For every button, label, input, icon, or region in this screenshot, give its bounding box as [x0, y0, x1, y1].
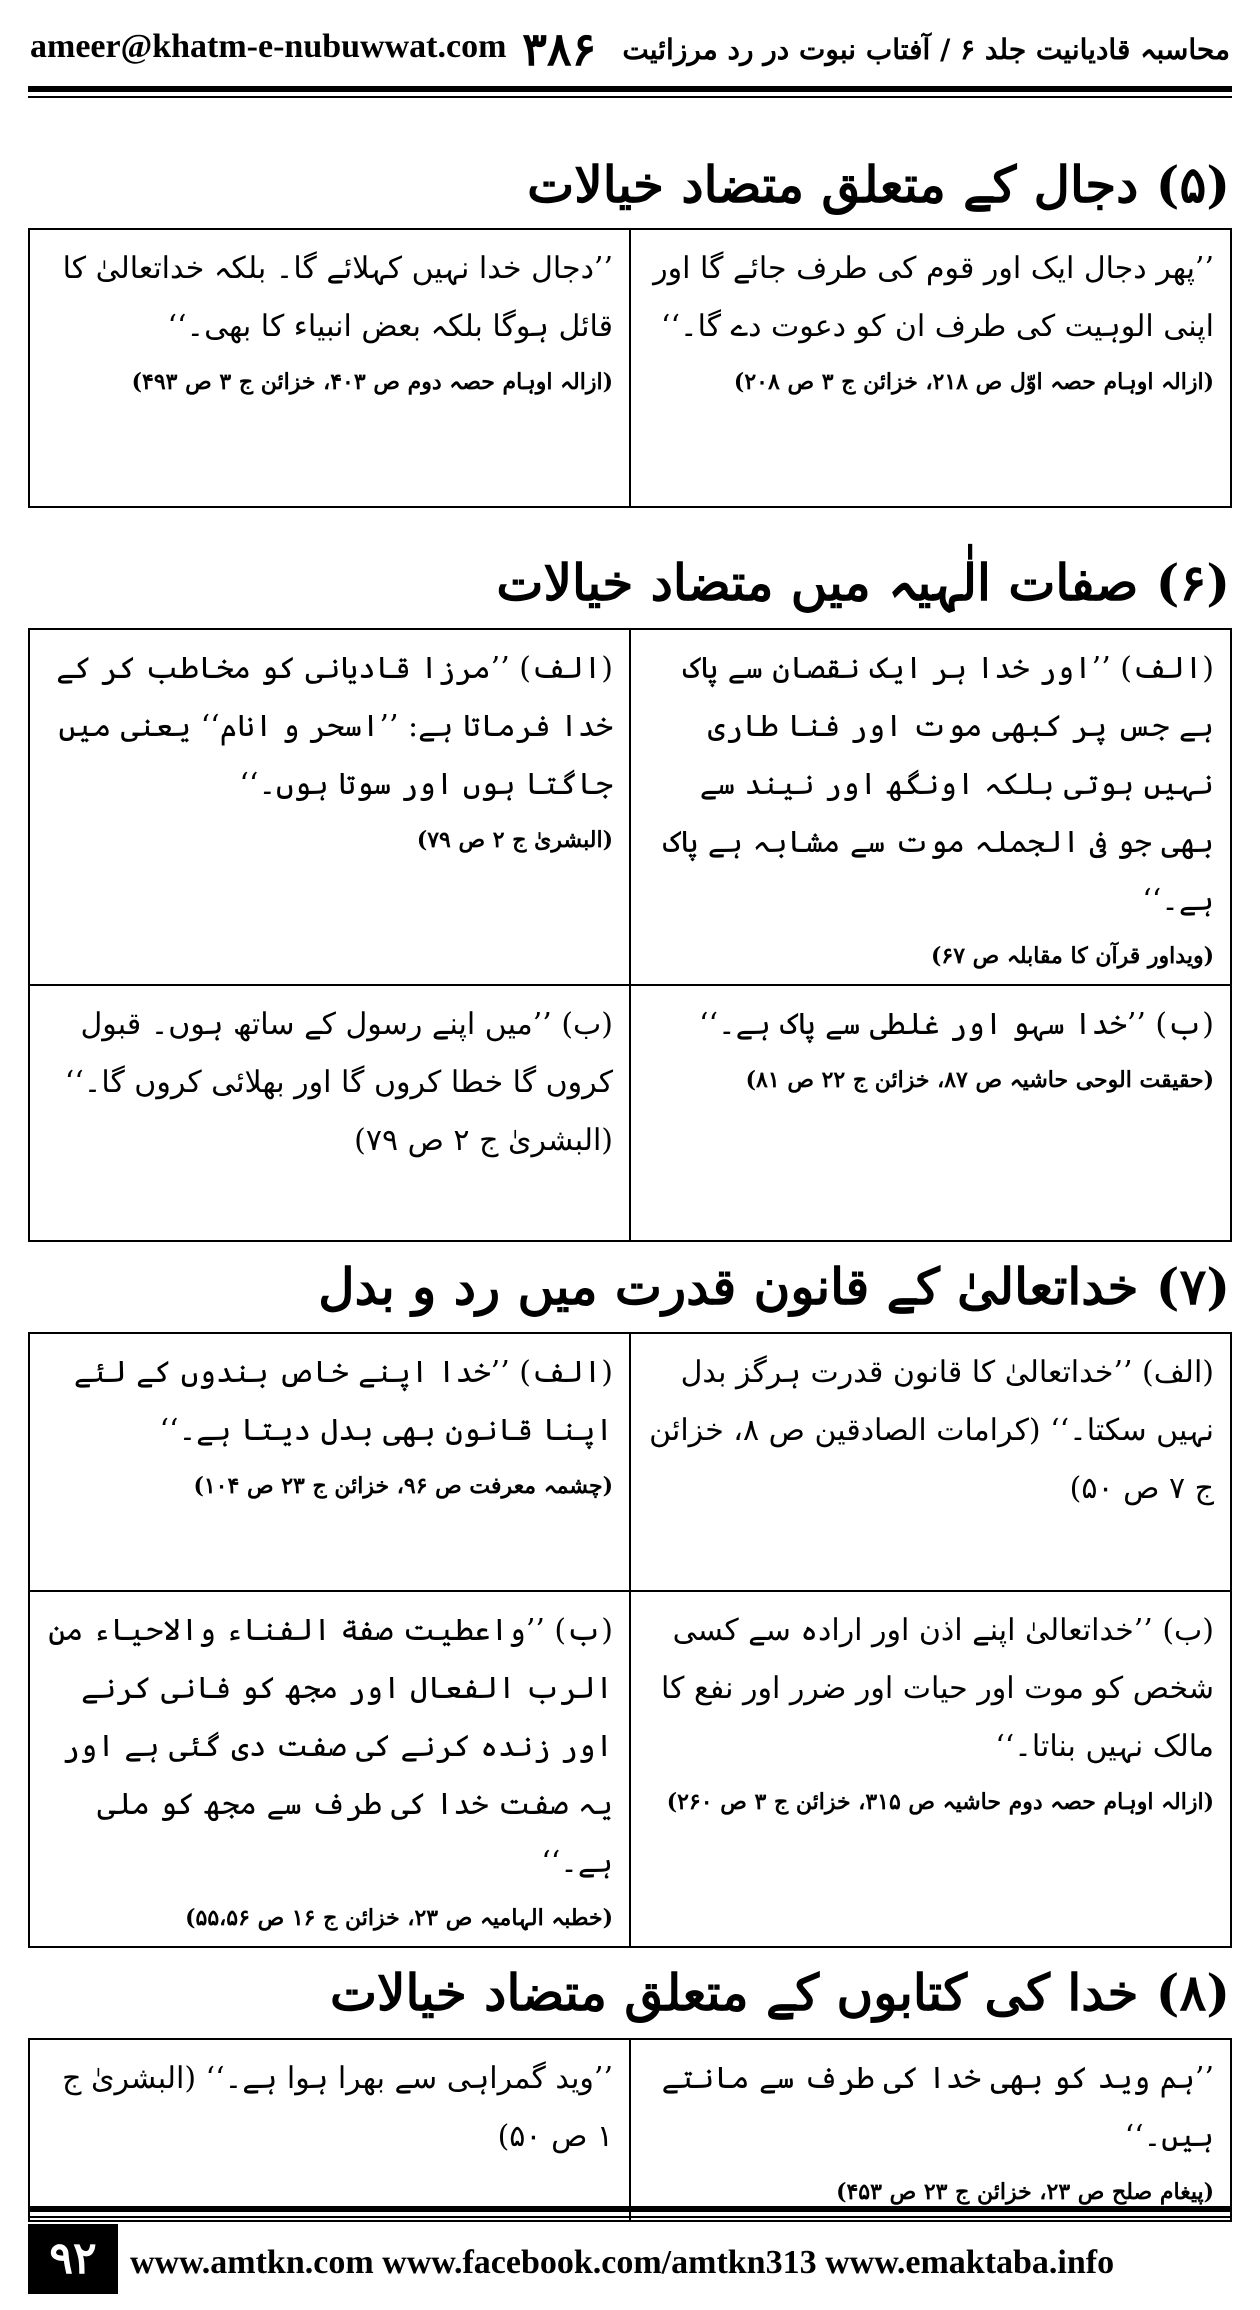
section-heading: (۵) دجال کے متعلق متضاد خیالات	[527, 155, 1230, 214]
quote-text: ’’وید گمراہی سے بھرا ہوا ہے۔‘‘ (البشریٰ ج ۱ ص ۵۰)	[62, 2061, 613, 2154]
section-heading: (۶) صفات الٰہیہ میں متضاد خیالات	[496, 553, 1230, 612]
contradiction-cell	[29, 1591, 630, 1947]
footer-rule-thin	[28, 2216, 1232, 2218]
citation: (حقیقت الوحی حاشیہ ص ۸۷، خزائن ج ۲۲ ص ۸۱)	[745, 1067, 1214, 1093]
citation: (البشریٰ ج ۲ ص ۷۹)	[416, 827, 613, 853]
footer-rule-thick	[28, 2206, 1232, 2212]
header-email: ameer@khatm-e-nubuwwat.com	[30, 28, 507, 65]
comparison-table	[28, 2038, 1232, 2222]
footer-page-badge: ۹۲	[28, 2224, 118, 2294]
statement-cell	[630, 2039, 1231, 2221]
quote-text: (ب) ’’واعطیت صفة الفناء والاحیاء من الرب الفعال اور مجھ کو فانی کرنے اور زندہ کرنے کی صفت دی گئی ہے اور یہ صفت خدا کی طرف سے مجھ کو ملی ہے۔‘‘	[48, 1613, 613, 1880]
table-row	[29, 985, 1231, 1241]
statement-cell	[630, 1591, 1231, 1947]
contradiction-cell	[29, 985, 630, 1241]
page-header	[0, 0, 1260, 98]
contradiction-cell	[29, 2039, 630, 2221]
table-row	[29, 1333, 1231, 1591]
quote-text: (ب) ’’خداتعالیٰ اپنے اذن اور ارادہ سے کسی شخص کو موت اور حیات اور ضرر اور نفع کا مالک نہیں بناتا۔‘‘	[660, 1613, 1214, 1764]
contradiction-cell	[29, 629, 630, 985]
section-heading: (۷) خداتعالیٰ کے قانون قدرت میں رد و بدل	[318, 1257, 1230, 1316]
statement-cell	[630, 1333, 1231, 1591]
page-footer	[0, 2200, 1260, 2310]
comparison-table	[28, 628, 1232, 1242]
quote-text: (الف) ’’خدا اپنے خاص بندوں کے لئے اپنا قانون بھی بدل دیتا ہے۔‘‘	[73, 1355, 613, 1448]
quote-text: (الف) ’’مرزا قادیانی کو مخاطب کر کے خدا فرماتا ہے: ’’اسحر و انام‘‘ یعنی میں جاگتا ہوں اور سوتا ہوں۔‘‘	[56, 651, 613, 802]
header-title-group	[522, 22, 1230, 76]
quote-text: (ب) ’’خدا سہو اور غلطی سے پاک ہے۔‘‘	[698, 1007, 1214, 1042]
quote-text: (الف) ’’اور خدا ہر ایک نقصان سے پاک ہے جس پر کبھی موت اور فنا طاری نہیں ہوتی بلکہ اونگھ اور نیند سے بھی جو فی الجملہ موت سے مشابہ ہے پاک ہے۔‘‘	[663, 651, 1214, 918]
table-row	[29, 629, 1231, 985]
comparison-table	[28, 228, 1232, 508]
comparison-table	[28, 1332, 1232, 1948]
contradiction-cell	[29, 229, 630, 507]
citation: (ویداور قرآن کا مقابلہ ص ۶۷)	[930, 943, 1214, 969]
statement-cell	[630, 629, 1231, 985]
quote-text: ’’دجال خدا نہیں کہلائے گا۔ بلکہ خداتعالیٰ کا قائل ہوگا بلکہ بعض انبیاء کا بھی۔‘‘	[62, 251, 613, 344]
quote-text: (الف) ’’خداتعالیٰ کا قانون قدرت ہرگز بدل نہیں سکتا۔‘‘ (کرامات الصادقین ص ۸، خزائن ج ۷ ص ۵۰)	[649, 1355, 1214, 1506]
citation: (پیغام صلح ص ۲۳، خزائن ج ۲۳ ص ۴۵۳)	[836, 2179, 1214, 2205]
table-row	[29, 229, 1231, 507]
table-row	[29, 1591, 1231, 1947]
citation: (خطبہ الہامیہ ص ۲۳، خزائن ج ۱۶ ص ۵۵،۵۶)	[185, 1905, 613, 1931]
header-rule-thick	[28, 86, 1232, 92]
statement-cell	[630, 985, 1231, 1241]
header-book-title: محاسبہ قادیانیت جلد ۶ / آفتاب نبوت در رد مرزائیت	[622, 32, 1230, 66]
citation: (ازالہ اوہام حصہ اوّل ص ۲۱۸، خزائن ج ۳ ص ۲۰۸)	[733, 369, 1214, 395]
quote-text: (ب) ’’میں اپنے رسول کے ساتھ ہوں۔ قبول کروں گا خطا کروں گا اور بھلائی کروں گا۔‘‘ (البشریٰ ج ۲ ص ۷۹)	[64, 1007, 613, 1158]
citation: (ازالہ اوہام حصہ دوم ص ۴۰۳، خزائن ج ۳ ص ۴۹۳)	[131, 369, 613, 395]
quote-text: ’’پھر دجال ایک اور قوم کی طرف جائے گا اور اپنی الوہیت کی طرف ان کو دعوت دے گا۔‘‘	[653, 251, 1214, 344]
citation: (چشمہ معرفت ص ۹۶، خزائن ج ۲۳ ص ۱۰۴)	[193, 1473, 613, 1499]
header-page-number: ۳۸۶	[522, 22, 597, 76]
footer-website-links[interactable]: www.amtkn.com www.facebook.com/amtkn313 www.emaktaba.info	[130, 2244, 1115, 2281]
section-heading: (۸) خدا کی کتابوں کے متعلق متضاد خیالات	[329, 1963, 1230, 2022]
header-rule-thin	[28, 96, 1232, 98]
statement-cell	[630, 229, 1231, 507]
citation: (ازالہ اوہام حصہ دوم حاشیہ ص ۳۱۵، خزائن ج ۳ ص ۲۶۰)	[666, 1789, 1214, 1815]
table-row	[29, 2039, 1231, 2221]
quote-text: ’’ہم وید کو بھی خدا کی طرف سے مانتے ہیں۔‘‘	[661, 2061, 1214, 2154]
contradiction-cell	[29, 1333, 630, 1591]
